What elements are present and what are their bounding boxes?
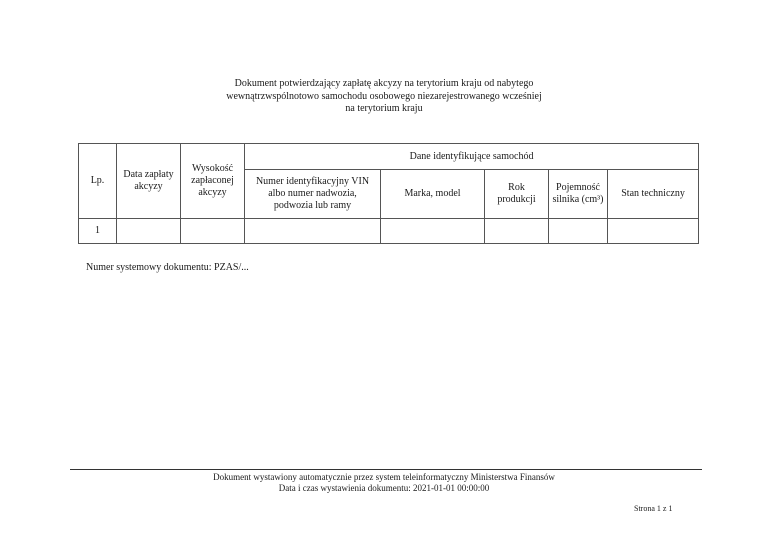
title-line-2: wewnątrzwspólnotowo samochodu osobowego niezarejestrowanego wcześniej xyxy=(226,90,542,102)
header-lp: Lp. xyxy=(79,144,117,219)
excise-table xyxy=(78,143,699,244)
header-marka: Marka, model xyxy=(381,170,485,219)
header-rok: Rok produkcji xyxy=(485,170,549,219)
footer-line-1: Dokument wystawiony automatycznie przez system teleinformatyczny Ministerstwa Finansów xyxy=(213,472,555,482)
cell-vin xyxy=(245,219,381,244)
title-line-3: na terytorium kraju xyxy=(345,103,423,114)
cell-stan xyxy=(608,219,699,244)
footer-line-2: Data i czas wystawienia dokumentu: 2021-01-01 00:00:00 xyxy=(278,483,490,493)
cell-lp: 1 xyxy=(79,219,117,244)
cell-data-zaplaty xyxy=(117,219,181,244)
header-group-vehicle: Dane identyfikujące samochód xyxy=(245,144,699,170)
header-vin: Numer identyfikacyjny VIN albo numer nadwozia, podwozia lub ramy xyxy=(245,170,381,219)
header-wysokosc: Wysokość zapłaconej akcyzy xyxy=(181,144,245,219)
footer xyxy=(0,472,768,494)
cell-marka xyxy=(381,219,485,244)
system-number: Numer systemowy dokumentu: PZAS/... xyxy=(86,262,249,273)
cell-wysokosc xyxy=(181,219,245,244)
header-data-zaplaty: Data zapłaty akcyzy xyxy=(117,144,181,219)
title-line-1: Dokument potwierdzający zapłatę akcyzy na terytorium kraju od nabytego xyxy=(234,78,534,89)
header-stan: Stan techniczny xyxy=(608,170,699,219)
page-number: Strona 1 z 1 xyxy=(634,504,673,513)
document-title xyxy=(0,78,768,116)
cell-pojemnosc xyxy=(549,219,608,244)
table-row xyxy=(79,219,699,244)
footer-divider xyxy=(70,469,702,470)
cell-rok xyxy=(485,219,549,244)
header-pojemnosc: Pojemność silnika (cm³) xyxy=(549,170,608,219)
